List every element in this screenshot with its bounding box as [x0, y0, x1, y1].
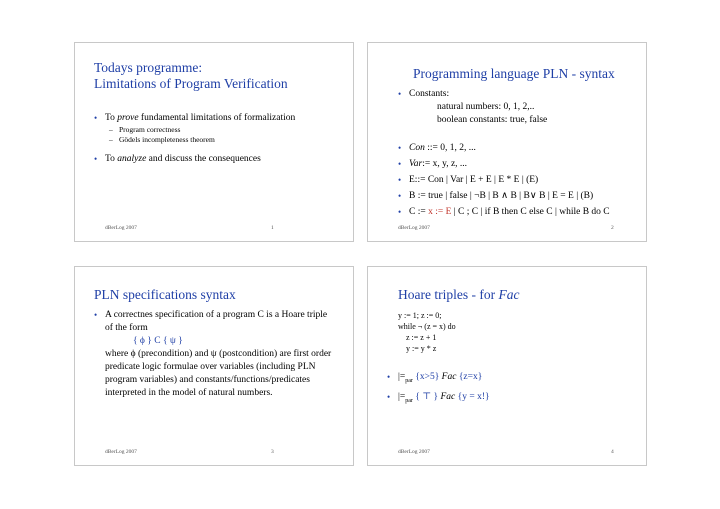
sub-item: – Program correctness	[109, 125, 181, 134]
grammar-con: • Con ::= 0, 1, 2, ...	[398, 143, 476, 153]
hoare-triple: { ϕ } C { ψ }	[133, 336, 183, 346]
bullet-dot-icon: •	[398, 191, 402, 201]
triple-2: • $|=_{par}$ { ⊤ } Fac {y = x!}	[387, 391, 490, 404]
bullet: • To prove fundamental limitations of formalization	[94, 113, 296, 123]
constants-line: natural numbers: 0, 1, 2,..	[437, 102, 535, 112]
bullet: • To analyze and discuss the consequences	[94, 154, 261, 164]
page-number: 1	[271, 225, 274, 231]
bullet-dot-icon: •	[398, 175, 402, 185]
text-line: predicate logic formulae over variables (including PLN	[105, 362, 316, 372]
slide-2	[367, 42, 647, 242]
footer-author: dBerLog 2007	[105, 225, 137, 231]
footer-author: dBerLog 2007	[105, 449, 137, 455]
text-line: program variables) and constants/functions/predicates	[105, 375, 310, 385]
bullet: • A correctnes specification of a program C is a Hoare triple	[94, 310, 328, 320]
slide-4	[367, 266, 647, 466]
constants-line: boolean constants: true, false	[437, 115, 548, 125]
title-line: Limitations of Program Verification	[94, 76, 288, 91]
bullet-dot-icon: •	[398, 207, 402, 217]
bullet-dot-icon: •	[387, 372, 391, 382]
slide-1	[74, 42, 354, 242]
bullet: • Constants:	[398, 89, 450, 99]
footer-author: dBerLog 2007	[398, 449, 430, 455]
page-number: 2	[611, 225, 614, 231]
slide-1-title	[94, 60, 288, 92]
grammar-b: • B := true | false | ¬B | B ∧ B | B∨ B | E = E | (B)	[398, 191, 594, 201]
triples	[387, 371, 490, 408]
sub-item: – Gödels incompleteness theorem	[109, 135, 215, 144]
code-line: z := z + 1	[406, 333, 437, 342]
grammar-e: • E::= Con | Var | E + E | E * E | (E)	[398, 175, 539, 185]
code-line: y := y * z	[406, 344, 437, 353]
bullet-dot-icon: •	[398, 89, 402, 99]
slide-2-body	[398, 88, 610, 219]
code-line: while ¬ (z = x) do	[398, 322, 456, 331]
bullet-dot-icon: •	[387, 391, 391, 402]
text-line: interpreted in the model of natural numbers.	[105, 388, 273, 398]
page-number: 4	[611, 449, 614, 455]
code-block	[398, 310, 456, 354]
grammar-var: • Var:= x, y, z, ...	[398, 159, 468, 169]
slide-1-body	[94, 112, 296, 166]
slide-3	[74, 266, 354, 466]
text-line: of the form	[105, 323, 148, 333]
slide-3-title: PLN specifications syntax	[94, 287, 236, 302]
bullet-dot-icon: •	[398, 143, 402, 153]
bullet-dot-icon: •	[94, 154, 98, 164]
bullet-dot-icon: •	[94, 310, 98, 320]
footer-author: dBerLog 2007	[398, 225, 430, 231]
text-line: where ϕ (precondition) and ψ (postcondition) are first order	[105, 349, 332, 359]
code-line: y := 1; z := 0;	[398, 311, 442, 320]
page-number: 3	[271, 449, 274, 455]
bullet-dot-icon: •	[94, 113, 98, 123]
slide-4-title: Hoare triples - for Fac	[398, 287, 520, 302]
title-line: Todays programme:	[94, 60, 203, 75]
slide-3-body	[94, 309, 332, 400]
grammar-c: • C := x := E | C ; C | if B then C else C | while B do C	[398, 207, 610, 217]
slide-2-title: Programming language PLN - syntax	[413, 66, 615, 81]
triple-1: • $|=_{par}$ {x>5} Fac {z=x}	[387, 372, 483, 384]
bullet-dot-icon: •	[398, 159, 402, 169]
